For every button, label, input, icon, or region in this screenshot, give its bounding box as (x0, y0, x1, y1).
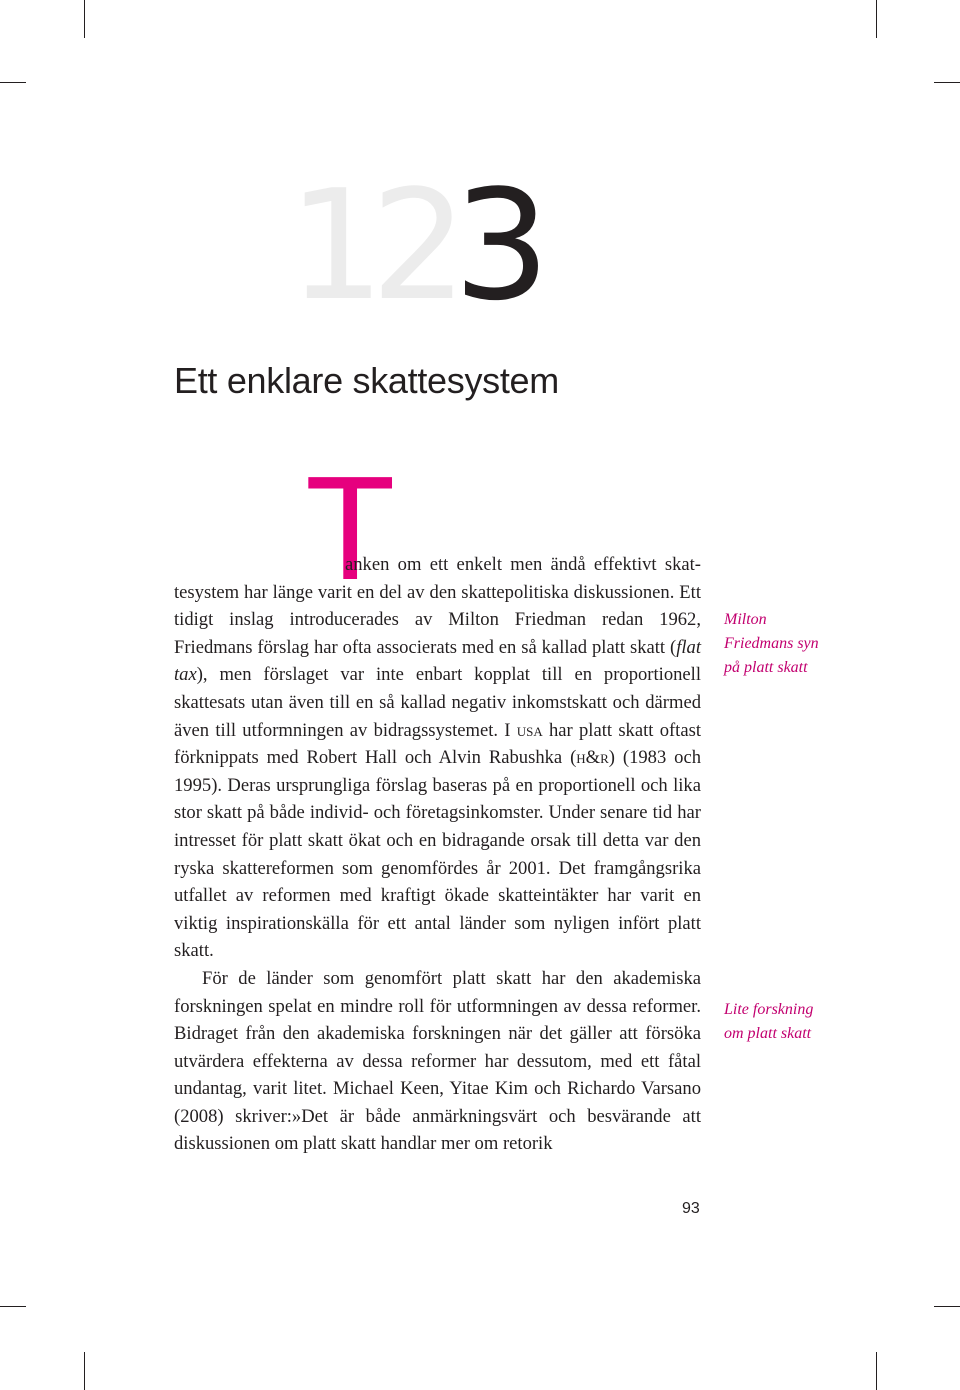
hr-abbrev: h&r (576, 747, 609, 769)
p1-rest-a: tesystem har länge varit en del av den skattepolitiska diskussionen. Ett tidigt inslag introducerades av Milton Friedman redan 1962, Friedmans förslag har ofta associerats med en så kallad platt skatt ( (174, 581, 701, 658)
body-text (174, 551, 701, 1158)
crop-mark (84, 0, 85, 38)
flat-tax-term: flat tax (174, 636, 701, 686)
p1-rest-c: har platt skatt oftast förknippats med Robert Hall och Alvin Rabushka ( (174, 719, 702, 769)
page-number: 93 (682, 1200, 700, 1217)
crop-mark (876, 0, 877, 38)
crop-mark (0, 82, 26, 83)
crop-mark (934, 1306, 960, 1307)
margin-note-friedman: Milton Friedmans syn på platt skatt (724, 611, 819, 676)
chapter-number (288, 157, 537, 334)
chapter-title: Ett enklare skattesystem (174, 360, 559, 401)
p1-rest-b: ), men förslaget var inte enbart kopplat till en proportionell skattesats utan även till en så kallad negativ inkomstskatt och därmed även till utformningen av bidragssystemet. I (174, 664, 701, 741)
margin-note-research: Lite forskning om platt skatt (724, 1001, 814, 1042)
usa-abbrev: usa (516, 719, 543, 741)
crop-mark (934, 82, 960, 83)
crop-mark (0, 1306, 26, 1307)
drop-cap: T (305, 446, 396, 611)
chapter-number-faint: 12 (288, 157, 454, 334)
p1-rest-d: ) (1983 och 1995). Deras ursprungliga förslag baseras på en proportionell och lika stor skatt på både individ- och företagsinkomster. Under senare tid har intresset för platt skatt ökat och en bidragande orsak till detta var den ryska skattereformen som genomfördes år 2001. Det framgångsrika utfallet av reformen med kraftigt ökade skatteintäkter har varit en viktig inspirationskälla för ett antal länder som nyligen infört platt skatt. (174, 747, 701, 962)
crop-mark (84, 1352, 85, 1390)
p1-first-line: anken om ett enkelt men ändå effektivt skat- (345, 554, 701, 575)
crop-mark (876, 1352, 877, 1390)
chapter-number-dark: 3 (453, 157, 537, 334)
paragraph-2: För de länder som genomfört platt skatt har den akademiska forskningen spelat en mindre roll för utformningen av dessa reformer. Bidraget från den akademiska forskningen när det gäller att försöka utvärdera effekterna av dessa reformer har dessutom, med ett fåtal undantag, varit litet. Michael Keen, Yitae Kim och Richardo Varsano (2008) skriver:»Det är både anmärkningsvärt och besvärande att diskussionen om platt skatt handlar mer om retorik (174, 967, 701, 1155)
paragraph-1 (174, 551, 701, 965)
